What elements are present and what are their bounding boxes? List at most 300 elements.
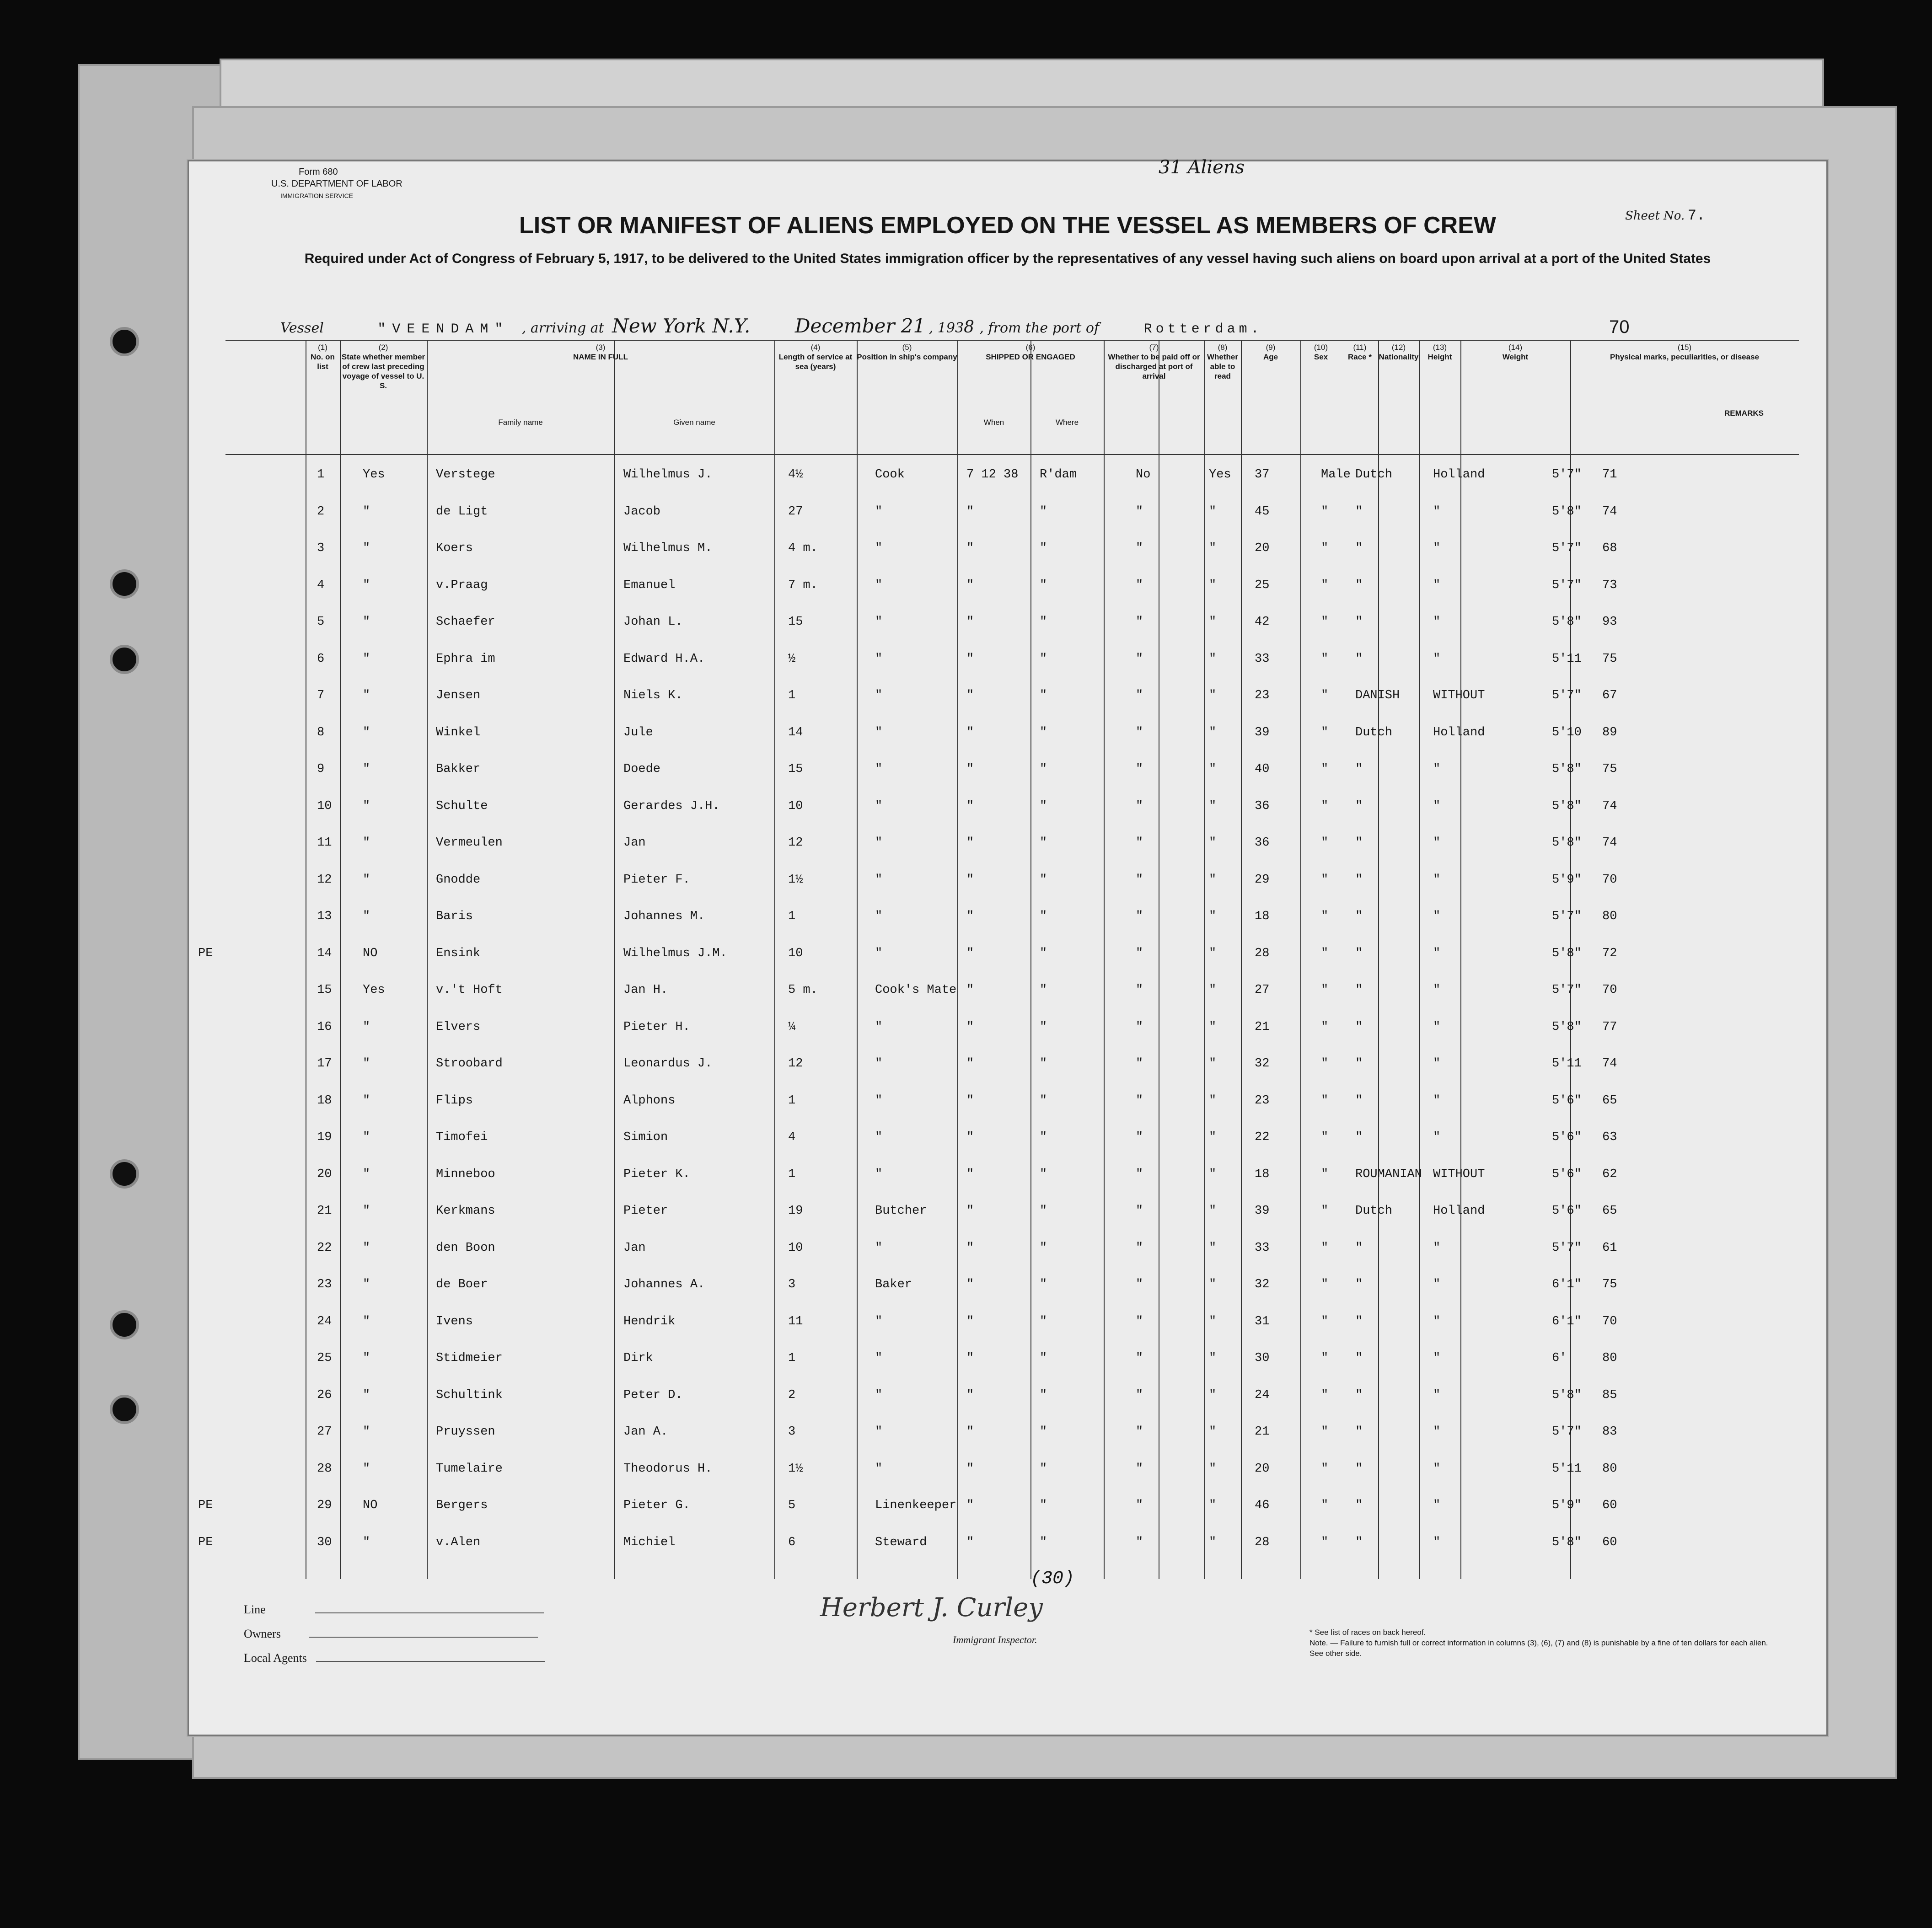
row-number: 21 [317, 1204, 332, 1218]
local-agents-field: Local Agents [244, 1646, 545, 1670]
row-paid-off: " [1136, 725, 1143, 739]
row-sex: " [1321, 541, 1329, 555]
row-paid-off: " [1136, 689, 1143, 702]
row-height: 6'1" [1552, 1278, 1582, 1291]
row-weight: 75 [1602, 652, 1617, 666]
row-shipped-when: " [966, 1057, 974, 1071]
row-family-name: Elvers [436, 1020, 481, 1034]
row-able-to-read: " [1209, 799, 1217, 813]
row-number: 18 [317, 1093, 332, 1108]
row-age: 36 [1255, 836, 1270, 850]
col-header-shipped [957, 343, 1104, 393]
row-sex: " [1321, 836, 1329, 850]
row-service: ¼ [788, 1020, 796, 1034]
row-service: 1 [788, 910, 796, 923]
row-previous-voyage: " [363, 504, 370, 519]
row-service: 3 [788, 1278, 796, 1291]
row-paid-off: " [1136, 1278, 1143, 1291]
row-height: 5'9" [1552, 873, 1582, 887]
row-shipped-when: " [966, 1314, 974, 1328]
row-height: 5'6" [1552, 1204, 1582, 1218]
row-able-to-read: " [1209, 725, 1217, 739]
page-subtitle: Required under Act of Congress of February 5, 1917, to be delivered to the United States immigration officer by the representatives of any vessel having such aliens on board upon arrival at a port of the United States [304, 251, 1711, 266]
row-position: " [875, 1057, 883, 1071]
row-previous-voyage: Yes [363, 983, 385, 997]
row-nationality: " [1433, 1057, 1441, 1071]
row-given-name: Theodorus H. [623, 1462, 713, 1476]
row-number: 25 [317, 1351, 332, 1365]
row-able-to-read: " [1209, 689, 1217, 702]
arrival-port: New York N.Y. [612, 315, 751, 337]
row-height: 5'7" [1552, 578, 1582, 592]
row-sex: " [1321, 652, 1329, 666]
column-number: (12) [1391, 343, 1406, 352]
row-nationality: " [1433, 1351, 1441, 1365]
row-family-name: v.'t Hoft [436, 983, 503, 997]
row-shipped-where: " [1040, 1020, 1047, 1034]
row-previous-voyage: NO [363, 946, 378, 960]
row-paid-off: " [1136, 504, 1143, 519]
column-number: (14) [1508, 343, 1523, 352]
row-height: 5'11 [1552, 652, 1582, 666]
row-position: " [875, 1351, 883, 1365]
row-given-name: Niels K. [623, 689, 683, 702]
row-age: 28 [1255, 946, 1270, 960]
row-sex: " [1321, 799, 1329, 813]
row-weight: 80 [1602, 1462, 1617, 1476]
table-row [225, 460, 1799, 497]
row-family-name: Timofei [436, 1130, 488, 1144]
row-given-name: Wilhelmus J.M. [623, 946, 727, 960]
row-paid-off: " [1136, 1535, 1143, 1549]
row-nationality: " [1433, 1462, 1441, 1476]
row-paid-off: " [1136, 1462, 1143, 1476]
row-given-name: Edward H.A. [623, 652, 705, 666]
row-shipped-where: " [1040, 1425, 1047, 1439]
column-number: (13) [1433, 343, 1447, 352]
row-sex: " [1321, 504, 1329, 519]
column-label: Physical marks, peculiarities, or disease [1610, 353, 1759, 361]
row-shipped-when: " [966, 910, 974, 923]
row-family-name: Kerkmans [436, 1204, 495, 1218]
row-position: Cook's Mate [875, 983, 957, 997]
row-shipped-where: " [1040, 1093, 1047, 1108]
table-row [225, 975, 1799, 1012]
table-row [225, 901, 1799, 938]
row-able-to-read: " [1209, 910, 1217, 923]
row-height: 5'8" [1552, 762, 1582, 776]
table-row [225, 1454, 1799, 1491]
row-position: " [875, 689, 883, 702]
row-service: 4 m. [788, 541, 818, 555]
row-family-name: den Boon [436, 1241, 495, 1255]
table-row [225, 791, 1799, 828]
column-label: NAME IN FULL [573, 353, 628, 361]
row-nationality: " [1433, 541, 1441, 555]
arrival-date: December 21 [794, 315, 926, 337]
row-given-name: Johan L. [623, 615, 683, 629]
row-sex: " [1321, 578, 1329, 592]
row-previous-voyage: " [363, 578, 370, 592]
row-age: 20 [1255, 541, 1270, 555]
row-weight: 74 [1602, 836, 1617, 850]
row-shipped-when: " [966, 1351, 974, 1365]
table-row [225, 1049, 1799, 1086]
col-header-weight [1460, 343, 1570, 452]
row-sex: " [1321, 762, 1329, 776]
row-race: " [1355, 541, 1363, 555]
row-weight: 60 [1602, 1535, 1617, 1549]
row-previous-voyage: " [363, 1167, 370, 1181]
row-position: " [875, 652, 883, 666]
row-age: 39 [1255, 1204, 1270, 1218]
row-sex: " [1321, 1388, 1329, 1402]
column-label: No. on list [311, 353, 335, 371]
footnote [1309, 1627, 1771, 1659]
row-family-name: Stroobard [436, 1057, 503, 1071]
column-number: (5) [902, 343, 912, 352]
row-height: 5'8" [1552, 1535, 1582, 1549]
table-row [225, 680, 1799, 718]
row-weight: 75 [1602, 1278, 1617, 1291]
row-number: 13 [317, 910, 332, 923]
row-shipped-when: " [966, 946, 974, 960]
row-nationality: " [1433, 1130, 1441, 1144]
row-paid-off: " [1136, 1499, 1143, 1512]
row-service: 1½ [788, 873, 803, 887]
column-number: (1) [318, 343, 327, 352]
row-height: 5'6" [1552, 1167, 1582, 1181]
row-able-to-read: " [1209, 1093, 1217, 1108]
table-row [225, 570, 1799, 607]
row-nationality: " [1433, 1388, 1441, 1402]
row-service: 12 [788, 1057, 803, 1071]
row-paid-off: " [1136, 762, 1143, 776]
form-number: Form 680 [299, 167, 338, 177]
row-service: 19 [788, 1204, 803, 1218]
row-age: 40 [1255, 762, 1270, 776]
row-paid-off: " [1136, 1167, 1143, 1181]
row-previous-voyage: " [363, 910, 370, 923]
row-sex: Male [1321, 468, 1351, 482]
column-label: State whether member of crew last preceding voyage of vessel to U. S. [341, 353, 425, 390]
row-sex: " [1321, 873, 1329, 887]
row-sex: " [1321, 1057, 1329, 1071]
column-number: (10) [1314, 343, 1328, 352]
row-nationality: " [1433, 578, 1441, 592]
row-shipped-when: " [966, 762, 974, 776]
row-shipped-where: " [1040, 652, 1047, 666]
row-paid-off: " [1136, 1388, 1143, 1402]
row-weight: 80 [1602, 910, 1617, 923]
row-family-name: Flips [436, 1093, 473, 1108]
row-previous-voyage: " [363, 1351, 370, 1365]
row-shipped-when: " [966, 652, 974, 666]
table-row [225, 828, 1799, 865]
row-position: " [875, 1314, 883, 1328]
row-age: 33 [1255, 652, 1270, 666]
row-position: " [875, 1425, 883, 1439]
row-age: 33 [1255, 1241, 1270, 1255]
row-nationality: " [1433, 1020, 1441, 1034]
col-header-physical-marks [1570, 343, 1799, 452]
row-height: 5'11 [1552, 1057, 1582, 1071]
row-shipped-when: " [966, 1499, 974, 1512]
row-position: " [875, 1462, 883, 1476]
column-number: (11) [1353, 343, 1367, 352]
row-paid-off: " [1136, 1351, 1143, 1365]
row-weight: 72 [1602, 946, 1617, 960]
row-service: 1½ [788, 1462, 803, 1476]
row-sex: " [1321, 1314, 1329, 1328]
row-able-to-read: " [1209, 983, 1217, 997]
row-previous-voyage: " [363, 1425, 370, 1439]
row-previous-voyage: " [363, 1462, 370, 1476]
row-weight: 68 [1602, 541, 1617, 555]
row-age: 24 [1255, 1388, 1270, 1402]
row-shipped-where: " [1040, 836, 1047, 850]
col-header-nationality [1378, 343, 1419, 452]
row-age: 45 [1255, 504, 1270, 519]
table-row [198, 1490, 1799, 1527]
row-previous-voyage: " [363, 1314, 370, 1328]
row-given-name: Johannes M. [623, 910, 705, 923]
row-nationality: " [1433, 652, 1441, 666]
col-header-remarks: REMARKS [1724, 409, 1764, 418]
footer-fields [244, 1597, 545, 1670]
row-paid-off: " [1136, 652, 1143, 666]
row-position: " [875, 725, 883, 739]
row-height: 5'6" [1552, 1130, 1582, 1144]
table-row [225, 497, 1799, 534]
row-nationality: Holland [1433, 725, 1485, 739]
row-nationality: " [1433, 762, 1441, 776]
row-sex: " [1321, 615, 1329, 629]
row-nationality: WITHOUT [1433, 1167, 1485, 1181]
table-row [225, 644, 1799, 681]
row-age: 22 [1255, 1130, 1270, 1144]
row-position: " [875, 762, 883, 776]
row-given-name: Simion [623, 1130, 668, 1144]
row-height: 5'8" [1552, 799, 1582, 813]
punch-hole [110, 645, 139, 674]
row-nationality: " [1433, 1241, 1441, 1255]
header-rule [225, 454, 1799, 455]
row-age: 23 [1255, 1093, 1270, 1108]
row-nationality: Holland [1433, 1204, 1485, 1218]
row-height: 6'1" [1552, 1314, 1582, 1328]
punch-hole [110, 1159, 139, 1189]
row-position: Baker [875, 1278, 912, 1291]
subheader-given-name: Given name [673, 418, 715, 427]
row-given-name: Hendrik [623, 1314, 676, 1328]
manifest-sheet [188, 157, 1828, 1736]
row-paid-off: " [1136, 615, 1143, 629]
row-height: 5'11 [1552, 1462, 1582, 1476]
row-position: " [875, 1241, 883, 1255]
row-weight: 77 [1602, 1020, 1617, 1034]
row-previous-voyage: " [363, 1020, 370, 1034]
row-height: 5'8" [1552, 836, 1582, 850]
row-age: 23 [1255, 689, 1270, 702]
row-height: 5'7" [1552, 910, 1582, 923]
row-paid-off: " [1136, 1425, 1143, 1439]
row-shipped-when: " [966, 725, 974, 739]
row-race: " [1355, 799, 1363, 813]
row-race: " [1355, 1535, 1363, 1549]
row-margin-note: PE [198, 946, 213, 960]
row-race: " [1355, 1057, 1363, 1071]
row-race: " [1355, 1351, 1363, 1365]
col-header-height [1419, 343, 1460, 452]
footnote-races: * See list of races on back hereof. [1309, 1628, 1426, 1637]
row-race: " [1355, 1093, 1363, 1108]
row-service: 10 [788, 946, 803, 960]
row-position: " [875, 578, 883, 592]
col-header-age [1241, 343, 1300, 452]
row-weight: 63 [1602, 1130, 1617, 1144]
column-number: (9) [1266, 343, 1276, 352]
row-previous-voyage: " [363, 1057, 370, 1071]
row-position: " [875, 946, 883, 960]
column-number: (4) [810, 343, 821, 352]
row-shipped-where: " [1040, 1278, 1047, 1291]
row-nationality: " [1433, 799, 1441, 813]
row-number: 9 [317, 762, 325, 776]
from-label: , from the port of [979, 320, 1100, 336]
row-previous-voyage: " [363, 1388, 370, 1402]
row-age: 30 [1255, 1351, 1270, 1365]
row-number: 12 [317, 873, 332, 887]
row-sex: " [1321, 725, 1329, 739]
row-able-to-read: " [1209, 1167, 1217, 1181]
row-previous-voyage: " [363, 541, 370, 555]
row-number: 30 [317, 1535, 332, 1549]
row-shipped-where: " [1040, 578, 1047, 592]
row-able-to-read: " [1209, 762, 1217, 776]
row-service: 1 [788, 1167, 796, 1181]
row-able-to-read: " [1209, 1241, 1217, 1255]
row-previous-voyage: " [363, 1278, 370, 1291]
row-position: " [875, 910, 883, 923]
row-number: 15 [317, 983, 332, 997]
row-shipped-where: " [1040, 1204, 1047, 1218]
row-number: 14 [317, 946, 332, 960]
col-header-no [306, 343, 340, 452]
row-race: " [1355, 578, 1363, 592]
row-sex: " [1321, 910, 1329, 923]
table-row [225, 533, 1799, 570]
page-number: 70 [1609, 317, 1630, 337]
row-nationality: " [1433, 1499, 1441, 1512]
form-header [271, 166, 402, 202]
row-shipped-where: " [1040, 541, 1047, 555]
row-previous-voyage: " [363, 799, 370, 813]
row-shipped-where: " [1040, 873, 1047, 887]
row-height: 5'7" [1552, 1241, 1582, 1255]
col-header-previous-voyage [340, 343, 427, 452]
row-shipped-where: " [1040, 1057, 1047, 1071]
row-able-to-read: " [1209, 578, 1217, 592]
row-given-name: Leonardus J. [623, 1057, 713, 1071]
row-given-name: Dirk [623, 1351, 653, 1365]
row-family-name: Ivens [436, 1314, 473, 1328]
col-header-sex [1300, 343, 1342, 452]
row-shipped-when: " [966, 615, 974, 629]
row-family-name: v.Praag [436, 578, 488, 592]
row-previous-voyage: Yes [363, 468, 385, 482]
row-position: " [875, 1093, 883, 1108]
row-family-name: Ensink [436, 946, 481, 960]
table-row [225, 1012, 1799, 1049]
row-paid-off: " [1136, 578, 1143, 592]
sheet-value: 7. [1687, 207, 1706, 224]
row-race: Dutch [1355, 725, 1393, 739]
row-paid-off: " [1136, 910, 1143, 923]
row-service: 1 [788, 689, 796, 702]
row-height: 5'6" [1552, 1093, 1582, 1108]
row-position: " [875, 541, 883, 555]
row-shipped-where: " [1040, 762, 1047, 776]
row-age: 25 [1255, 578, 1270, 592]
row-shipped-when: " [966, 1278, 974, 1291]
service-name: IMMIGRATION SERVICE [280, 192, 353, 199]
row-nationality: " [1433, 910, 1441, 923]
departure-port: Rotterdam. [1143, 321, 1263, 337]
row-nationality: WITHOUT [1433, 689, 1485, 702]
row-able-to-read: " [1209, 873, 1217, 887]
row-number: 16 [317, 1020, 332, 1034]
row-number: 6 [317, 652, 325, 666]
column-number: (8) [1218, 343, 1228, 352]
punch-hole [110, 1395, 139, 1424]
table-row [225, 1159, 1799, 1196]
row-sex: " [1321, 1462, 1329, 1476]
row-given-name: Jan H. [623, 983, 668, 997]
row-shipped-when: " [966, 1204, 974, 1218]
row-service: 5 m. [788, 983, 818, 997]
row-family-name: Verstege [436, 468, 495, 482]
row-sex: " [1321, 946, 1329, 960]
row-given-name: Pieter G. [623, 1499, 690, 1512]
row-nationality: " [1433, 836, 1441, 850]
row-position: Steward [875, 1535, 927, 1549]
row-paid-off: " [1136, 1241, 1143, 1255]
row-margin-note: PE [198, 1499, 213, 1512]
row-shipped-where: " [1040, 910, 1047, 923]
row-service: 15 [788, 615, 803, 629]
row-race: " [1355, 1314, 1363, 1328]
row-weight: 74 [1602, 504, 1617, 519]
row-number: 24 [317, 1314, 332, 1328]
punch-hole [110, 569, 139, 599]
row-shipped-when: " [966, 578, 974, 592]
alien-count-annotation: 31 Aliens [1159, 157, 1245, 178]
row-paid-off: " [1136, 983, 1143, 997]
row-given-name: Wilhelmus J. [623, 468, 713, 482]
row-shipped-where: " [1040, 504, 1047, 519]
row-family-name: Ephra im [436, 652, 495, 666]
row-number: 26 [317, 1388, 332, 1402]
row-nationality: Holland [1433, 468, 1485, 482]
row-shipped-where: " [1040, 983, 1047, 997]
column-number: (3) [596, 343, 606, 352]
vessel-name: "VEENDAM" [377, 321, 510, 337]
row-shipped-when: " [966, 1020, 974, 1034]
row-previous-voyage: " [363, 1204, 370, 1218]
row-race: " [1355, 652, 1363, 666]
row-service: 1 [788, 1351, 796, 1365]
